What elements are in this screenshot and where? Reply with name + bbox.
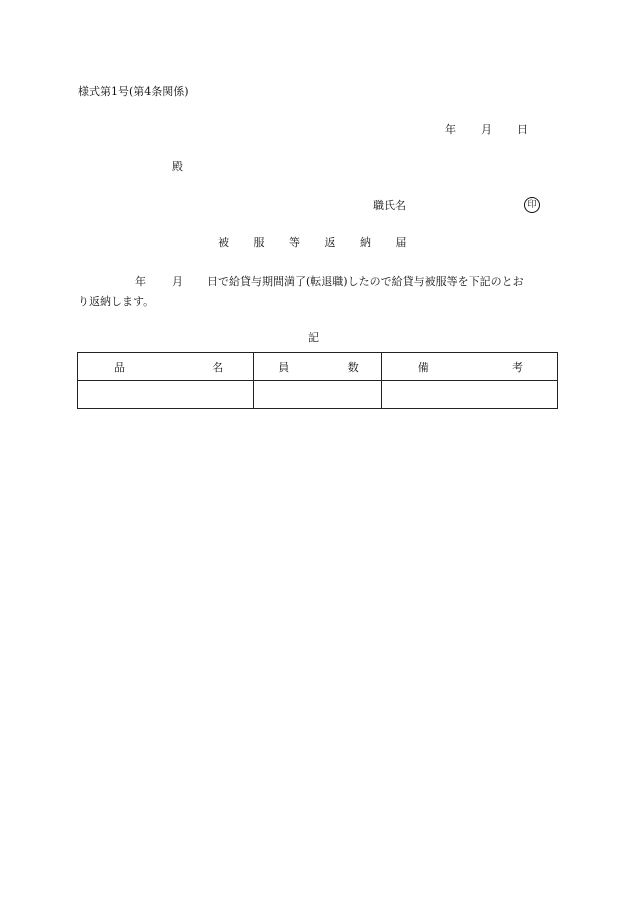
title-char: 届 — [395, 236, 407, 249]
body-month: 月 — [172, 275, 183, 288]
header-item-name: 品 名 — [78, 353, 254, 381]
form-number: 様式第1号(第4条関係) — [78, 85, 189, 98]
date-month: 月 — [481, 123, 492, 136]
table-header-row — [78, 353, 558, 381]
document-title — [218, 236, 431, 250]
title-char: 服 — [253, 236, 265, 249]
date-line — [445, 123, 528, 137]
title-char: 等 — [289, 236, 300, 249]
date-day: 日 — [517, 123, 528, 136]
body-year: 年 — [135, 275, 146, 288]
title-char: 納 — [360, 236, 371, 249]
addressee-suffix: 殿 — [172, 160, 183, 173]
header-quantity: 員 数 — [254, 353, 381, 381]
body-text-line2: り返納します。 — [78, 295, 155, 308]
title-char: 返 — [324, 236, 336, 249]
body-day-text: 日で給貸与期間満了(転退職)したので給貸与被服等を下記のとお — [207, 275, 524, 288]
cell-quantity[interactable] — [254, 381, 381, 409]
title-char: 被 — [218, 236, 229, 249]
seal-mark: 印 — [524, 197, 540, 213]
body-text-line1 — [135, 273, 524, 289]
table-row — [78, 381, 558, 409]
items-table — [77, 352, 558, 409]
header-remarks: 備 考 — [381, 353, 557, 381]
ki-heading: 記 — [308, 331, 319, 344]
cell-remarks[interactable] — [381, 381, 557, 409]
date-year: 年 — [445, 123, 456, 136]
cell-item-name[interactable] — [78, 381, 254, 409]
signer-label: 職氏名 — [373, 199, 406, 212]
